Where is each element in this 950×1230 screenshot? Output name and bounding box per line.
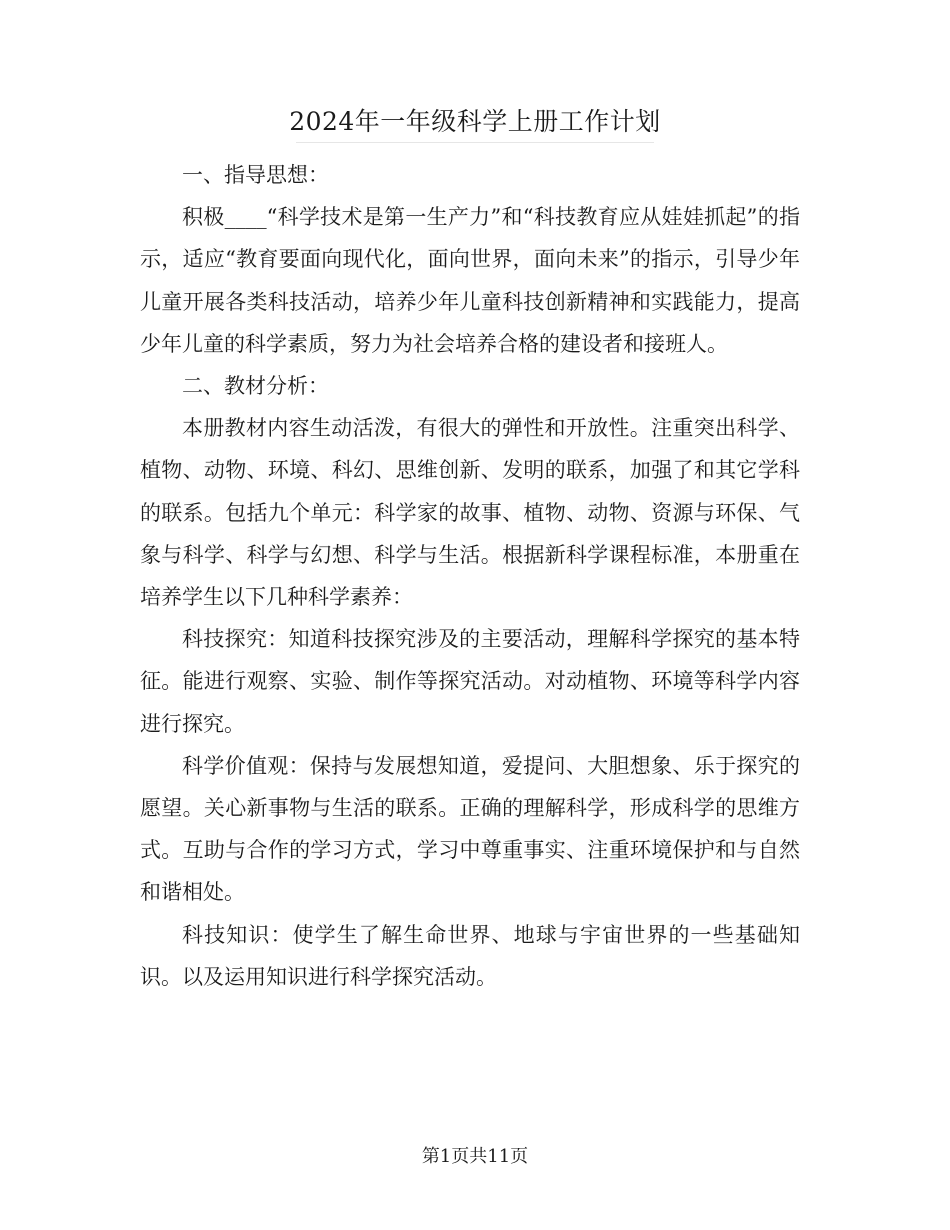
section-heading-textbook-analysis: 二、教材分析：: [182, 374, 329, 399]
section-heading-guiding-ideology: 一、指导思想：: [182, 163, 329, 187]
paragraph-science-inquiry: 科技探究：知道科技探究涉及的主要活动，理解科学探究的基本特征。能进行观察、实验、制作等探究活动。对动植物、环境等科学内容进行探究。: [140, 627, 800, 736]
paragraph-guiding-ideology: 积极____“科学技术是第一生产力”和“科技教育应从娃娃抓起”的指示，适应“教育要面向现代化，面向世界，面向未来”的指示，引导少年儿童开展各类科技活动，培养少年儿童科技创新精神和实践能力，提高少年儿童的科学素质，努力为社会培养合格的建设者和接班人。: [140, 205, 800, 356]
paragraph-science-knowledge: 科技知识：使学生了解生命世界、地球与宇宙世界的一些基础知识。以及运用知识进行科学探究活动。: [140, 922, 800, 989]
paragraph-science-values: 科学价值观：保持与发展想知道，爱提问、大胆想象、乐于探究的愿望。关心新事物与生活的联系。正确的理解科学，形成科学的思维方式。互助与合作的学习方式，学习中尊重事实、注重环境保护和与自然和谐相处。: [140, 753, 800, 905]
document-body: [140, 154, 800, 998]
document-title: 2024年一年级科学上册工作计划: [289, 107, 661, 136]
page-number-footer: 第1页共11页: [421, 1146, 529, 1167]
paragraph-textbook-analysis: 本册教材内容生动活泼，有很大的弹性和开放性。注重突出科学、植物、动物、环境、科幻、思维创新、发明的联系，加强了和其它学科的联系。包括九个单元：科学家的故事、植物、动物、资源与环保、气象与科学、科学与幻想、科学与生活。根据新科学课程标准，本册重在培养学生以下几种科学素养：: [140, 416, 800, 610]
title-underline: [296, 142, 654, 143]
